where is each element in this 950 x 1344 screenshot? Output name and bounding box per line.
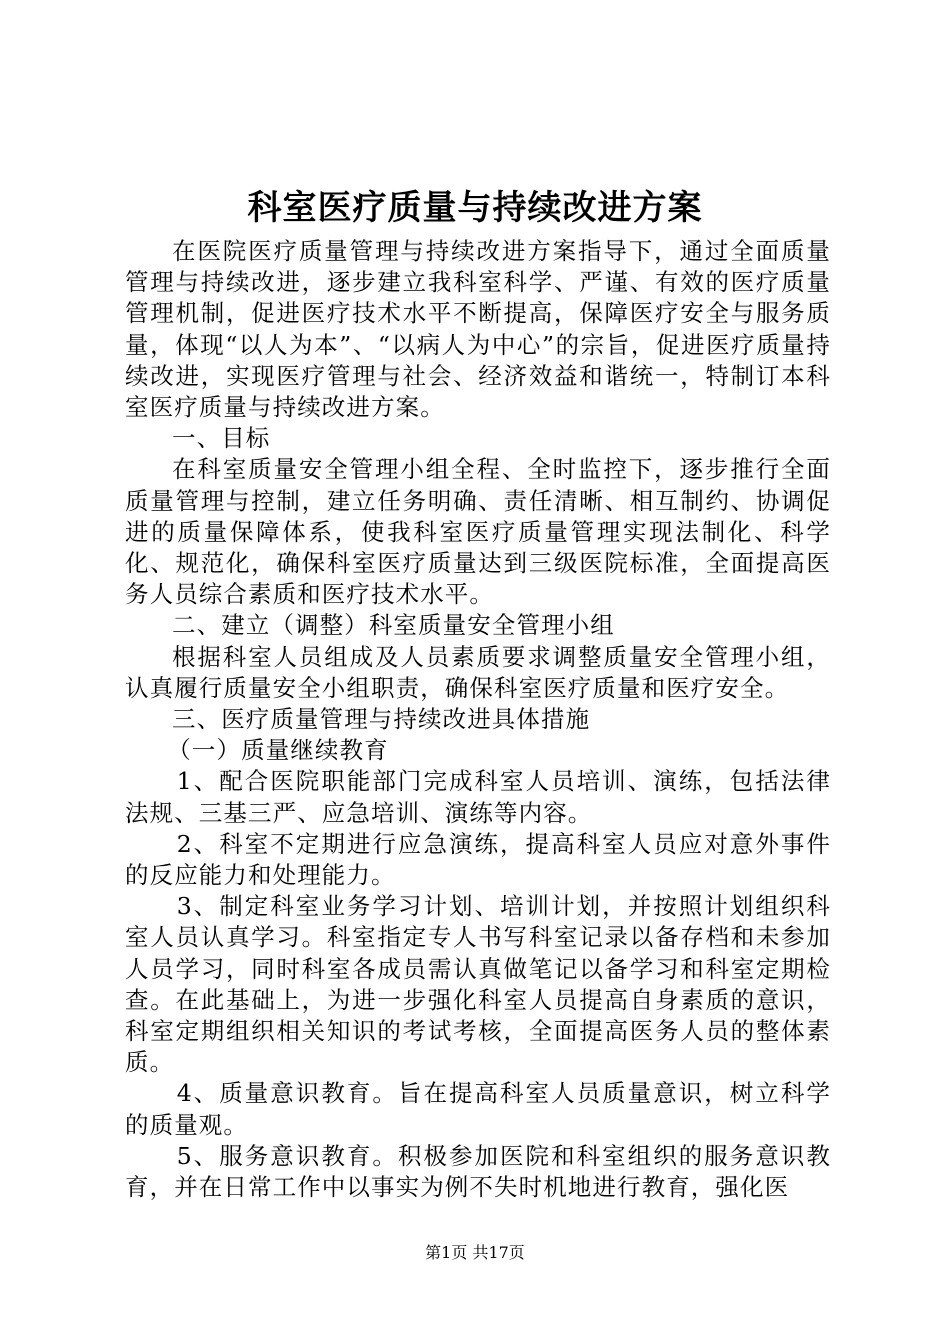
measure-item-1: 1、配合医院职能部门完成科室人员培训、演练，包括法律法规、三基三严、应急培训、演练等内容。	[125, 767, 831, 827]
measure-item-2: 2、科室不定期进行应急演练，提高科室人员应对意外事件的反应能力和处理能力。	[125, 829, 831, 890]
goal-paragraph: 在科室质量安全管理小组全程、全时监控下，逐步推行全面质量管理与控制，建立任务明确、责任清晰、相互制约、协调促进的质量保障体系，使我科室医疗质量管理实现法制化、科学化、规范化，确保科室医疗质量达到三级医院标准，全面提高医务人员综合素质和医疗技术水平。	[125, 455, 831, 609]
section-heading-measures: 三、医疗质量管理与持续改进具体措施	[172, 705, 591, 734]
page-footer: 第1页 共17页	[425, 1243, 525, 1262]
section-heading-team: 二、建立（调整）科室质量安全管理小组	[172, 611, 615, 640]
subsection-heading-education: （一）质量继续教育	[167, 736, 389, 765]
measure-item-5: 5、服务意识教育。积极参加医院和科室组织的服务意识教育，并在日常工作中以事实为例不失时机地进行教育，强化医	[125, 1141, 831, 1202]
document-title: 科室医疗质量与持续改进方案	[247, 188, 703, 228]
team-paragraph: 根据科室人员组成及人员素质要求调整质量安全管理小组，认真履行质量安全小组职责，确保科室医疗质量和医疗安全。	[125, 642, 831, 702]
section-heading-goal: 一、目标	[172, 424, 271, 453]
intro-paragraph: 在医院医疗质量管理与持续改进方案指导下，通过全面质量管理与持续改进，逐步建立我科室科学、严谨、有效的医疗质量管理机制，促进医疗技术水平不断提高，保障医疗安全与服务质量，体现“以人为本”、“以病人为中心”的宗旨，促进医疗质量持续改进，实现医疗管理与社会、经济效益和谐统一，特制订本科室医疗质量与持续改进方案。	[125, 237, 831, 422]
measure-item-3: 3、制定科室业务学习计划、培训计划，并按照计划组织科室人员认真学习。科室指定专人书写科室记录以备存档和未参加人员学习，同时科室各成员需认真做笔记以备学习和科室定期检查。在此基础上，为进一步强化科室人员提高自身素质的意识，科室定期组织相关知识的考试考核，全面提高医务人员的整体素质。	[125, 892, 831, 1077]
document-body	[125, 236, 831, 1203]
measure-item-4: 4、质量意识教育。旨在提高科室人员质量意识，树立科学的质量观。	[125, 1079, 831, 1139]
